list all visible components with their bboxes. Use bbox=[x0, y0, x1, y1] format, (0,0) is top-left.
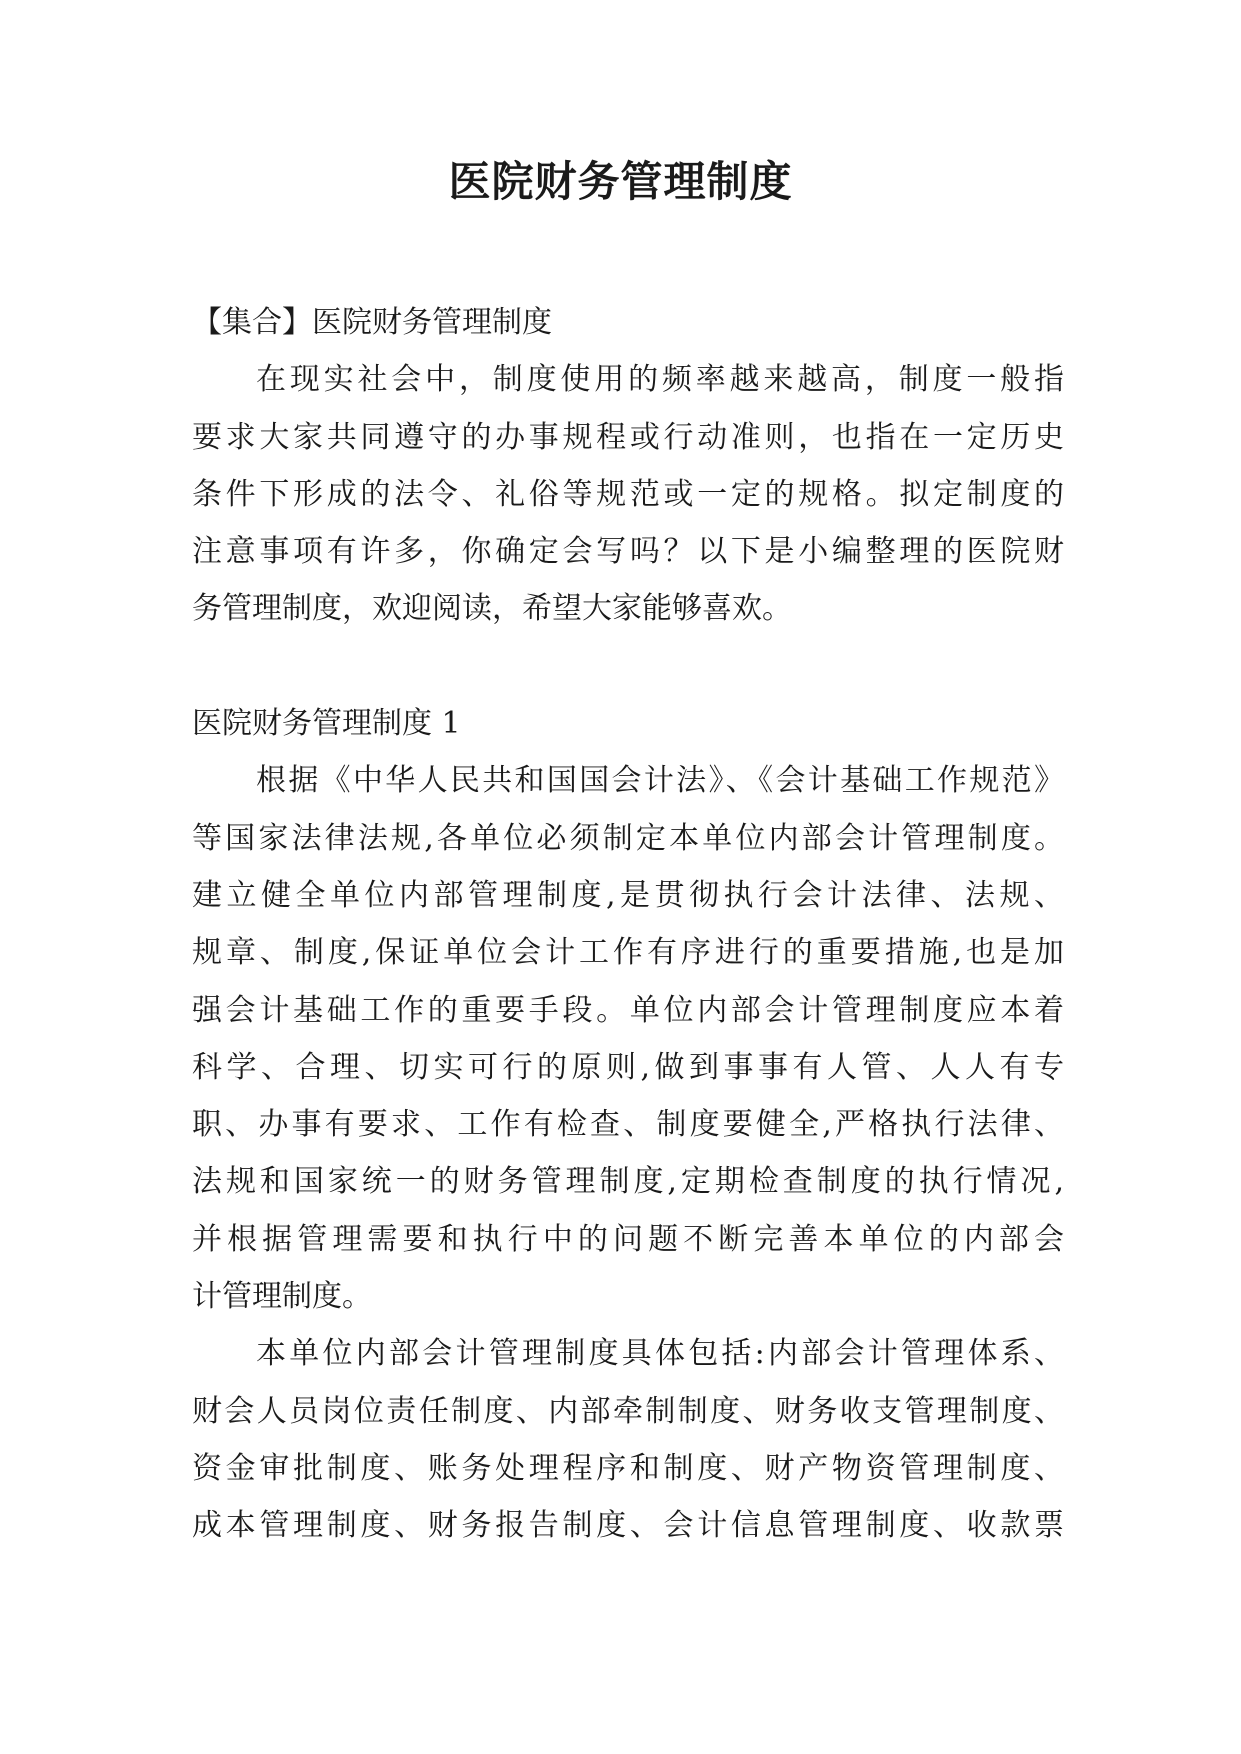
paragraph-line: 并根据管理需要和执行中的问题不断完善本单位的内部会 bbox=[192, 1221, 1064, 1257]
paragraph-line: 根据《中华人民共和国国会计法》、《会计基础工作规范》 bbox=[256, 763, 1064, 799]
paragraph-line: 科学、合理、切实可行的原则,做到事事有人管、人人有专 bbox=[192, 1049, 1064, 1085]
paragraph-line: 建立健全单位内部管理制度,是贯彻执行会计法律、法规、 bbox=[192, 877, 1064, 913]
paragraph-line: 本单位内部会计管理制度具体包括:内部会计管理体系、 bbox=[256, 1336, 1064, 1372]
intro-paragraph bbox=[192, 351, 1064, 637]
paragraph-spacer bbox=[192, 638, 1064, 695]
paragraph-line: 强会计基础工作的重要手段。单位内部会计管理制度应本着 bbox=[192, 992, 1064, 1028]
collection-heading: 【集合】医院财务管理制度 bbox=[192, 305, 552, 340]
section-title: 医院财务管理制度 1 bbox=[192, 706, 461, 742]
paragraph-line: 计管理制度。 bbox=[192, 1279, 372, 1315]
paragraph-line: 成本管理制度、财务报告制度、会计信息管理制度、收款票 bbox=[192, 1508, 1064, 1544]
paragraph-line: 等国家法律法规,各单位必须制定本单位内部会计管理制度。 bbox=[192, 820, 1064, 856]
paragraph-line: 规章、制度,保证单位会计工作有序进行的重要措施,也是加 bbox=[192, 935, 1064, 971]
paragraph-line: 财会人员岗位责任制度、内部牵制制度、财务收支管理制度、 bbox=[192, 1393, 1064, 1429]
paragraph-1 bbox=[192, 752, 1064, 1325]
intro-line: 条件下形成的法令、礼俗等规范或一定的规格。拟定制度的 bbox=[192, 476, 1064, 512]
document-body bbox=[192, 294, 1064, 1555]
intro-line: 务管理制度，欢迎阅读，希望大家能够喜欢。 bbox=[192, 591, 792, 627]
intro-line: 注意事项有许多，你确定会写吗？以下是小编整理的医院财 bbox=[192, 534, 1064, 570]
intro-line: 要求大家共同遵守的办事规程或行动准则，也指在一定历史 bbox=[192, 419, 1064, 455]
document-title: 医院财务管理制度 bbox=[448, 157, 793, 206]
paragraph-line: 职、办事有要求、工作有检查、制度要健全,严格执行法律、 bbox=[192, 1107, 1064, 1143]
intro-line: 在现实社会中，制度使用的频率越来越高，制度一般指 bbox=[256, 362, 1064, 398]
paragraph-line: 法规和国家统一的财务管理制度,定期检查制度的执行情况, bbox=[192, 1164, 1064, 1200]
paragraph-2 bbox=[192, 1325, 1064, 1554]
paragraph-line: 资金审批制度、账务处理程序和制度、财产物资管理制度、 bbox=[192, 1450, 1064, 1486]
